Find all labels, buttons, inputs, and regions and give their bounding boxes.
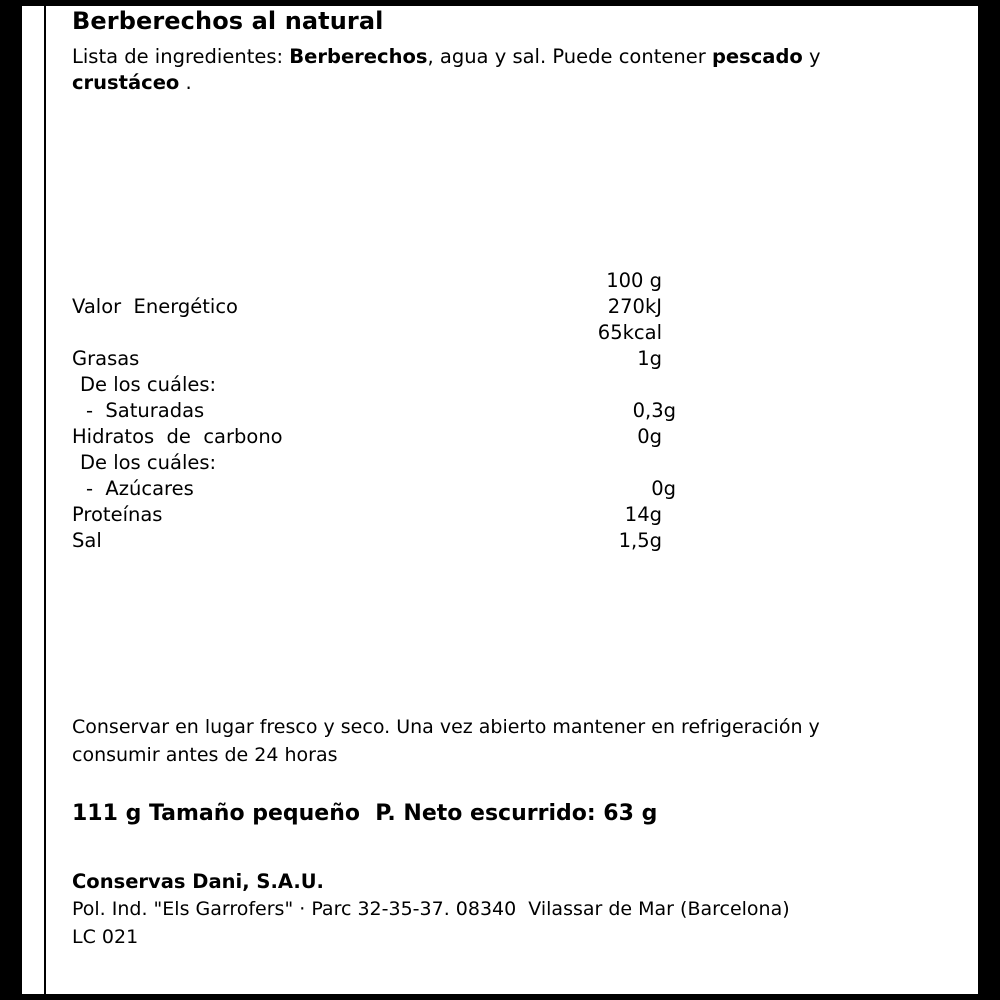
product-title: Berberechos al natural <box>72 7 384 35</box>
nutrition-label-proteinas: Proteínas <box>72 503 163 526</box>
allergen-crustaceo: crustáceo <box>72 71 180 95</box>
nutrition-label-grasas: Grasas <box>72 347 140 370</box>
table-row <box>72 427 692 453</box>
nutrition-value-energy-kcal: 65kcal <box>597 321 662 344</box>
nutrition-label-hidratos-delos: De los cuáles: <box>80 451 217 474</box>
border-right <box>978 0 1000 1000</box>
nutrition-value-sal: 1,5g <box>618 529 662 552</box>
net-weight-line: 111 g Tamaño pequeño P. Neto escurrido: 63 g <box>72 801 658 826</box>
nutrition-value-proteinas: 14g <box>624 503 662 526</box>
ingredient-berberechos: Berberechos <box>289 45 428 69</box>
table-row <box>72 297 692 323</box>
table-row <box>72 323 692 349</box>
nutrition-table <box>72 271 692 557</box>
nutrition-label-energy: Valor Energético <box>72 295 238 318</box>
nutrition-value-azucares: 0g <box>651 477 676 500</box>
table-row <box>72 453 692 479</box>
nutrition-label-sal: Sal <box>72 529 102 552</box>
ingredients-label: Lista de ingredientes: <box>72 45 284 69</box>
ingredients-text-3: . <box>185 71 192 95</box>
nutrition-column-header: 100 g <box>606 269 662 292</box>
border-left <box>0 0 22 1000</box>
nutrition-value-energy-kj: 270kJ <box>607 295 662 318</box>
nutrition-value-grasas: 1g <box>637 347 662 370</box>
border-bottom <box>0 994 1000 1000</box>
nutrition-value-hidratos: 0g <box>637 425 662 448</box>
ingredients-paragraph <box>72 44 872 95</box>
table-row <box>72 401 692 427</box>
company-name: Conservas Dani, S.A.U. <box>72 870 324 893</box>
company-address: Pol. Ind. "Els Garrofers" · Parc 32-35-37. 08340 Vilassar de Mar (Barcelona) <box>72 898 790 921</box>
ingredients-text-1: , agua y sal. Puede contener <box>427 45 706 69</box>
storage-instructions: Conservar en lugar fresco y seco. Una vez abierto mantener en refrigeración y consumir antes de 24 horas <box>72 716 820 766</box>
label-content <box>72 6 962 994</box>
nutrition-label-azucares: - Azúcares <box>86 477 194 500</box>
table-row <box>72 505 692 531</box>
lot-code: LC 021 <box>72 925 139 948</box>
nutrition-label-grasas-delos: De los cuáles: <box>80 373 217 396</box>
nutrition-label-hidratos: Hidratos de carbono <box>72 425 283 448</box>
company-block <box>72 868 902 951</box>
ingredients-text-2: y <box>809 45 821 69</box>
nutrition-header-row <box>72 271 692 297</box>
table-row <box>72 531 692 557</box>
inner-vertical-rule <box>44 6 46 994</box>
nutrition-value-saturadas: 0,3g <box>632 399 676 422</box>
table-row <box>72 375 692 401</box>
nutrition-label-saturadas: - Saturadas <box>86 399 205 422</box>
table-row <box>72 349 692 375</box>
table-row <box>72 479 692 505</box>
allergen-pescado: pescado <box>711 45 803 69</box>
